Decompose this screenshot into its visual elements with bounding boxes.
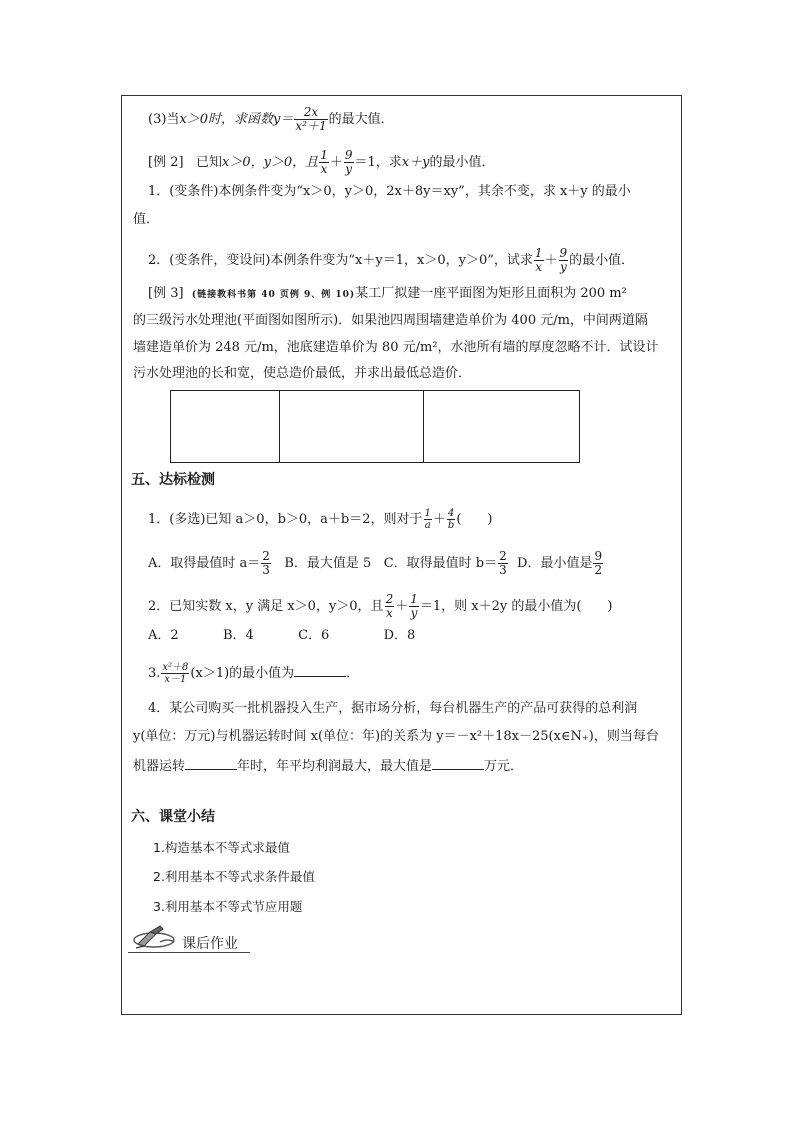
summary-item-3: 3.利用基本不等式节应用题 bbox=[153, 899, 303, 914]
problem1-plus: ＋ bbox=[432, 512, 446, 527]
problem2-line bbox=[148, 593, 613, 620]
variant2-text-a: 2．(变条件，变设问)本例条件变为“x＋y＝1，x＞0，y＞0”，试求 bbox=[148, 253, 533, 268]
problem4-line2: y(单位：万元)与机器运转时间 x(单位：年)的关系为 y＝－x²＋18x－25(x∈N₊)，则当每台 bbox=[133, 729, 659, 744]
homework-heading bbox=[128, 922, 250, 953]
problem2-option-b: B．4 bbox=[222, 628, 254, 643]
problem2-text: 2．已知实数 x，y 满足 x＞0，y＞0，且 bbox=[148, 599, 384, 614]
example3-line2: 的三级污水处理池(平面图如图所示)．如果池四周围墙建造单价为 400 元/m，中间两道隔 bbox=[133, 313, 648, 328]
problem1-option-d-fraction: $\frac{9}{2}$ bbox=[594, 549, 603, 577]
example2-line bbox=[148, 149, 494, 176]
problem2-fraction-1: $\frac{2}{x}$ bbox=[385, 592, 394, 620]
pool-divider-wall-2 bbox=[423, 391, 424, 462]
problem1-option-c-fraction: $\frac{2}{3}$ bbox=[499, 549, 507, 577]
variant1-line1: 1．(变条件)本例条件变为“x＞0，y＞0，2x＋8y＝xy”，其余不变，求 x＋y 的最小 bbox=[148, 184, 631, 199]
problem2-option-a: A．2 bbox=[148, 628, 179, 643]
summary-item-2: 2.利用基本不等式求条件最值 bbox=[153, 869, 315, 884]
summary-item-1: 1.构造基本不等式求最值 bbox=[153, 840, 290, 855]
problem1-fraction-1: $\frac{1}{a}$ bbox=[424, 508, 431, 531]
variant2-line bbox=[148, 247, 634, 274]
q3-post: 的最大值． bbox=[328, 112, 394, 127]
section5-title: 五、达标检测 bbox=[131, 472, 215, 488]
problem1-option-d: D．最小值是 bbox=[517, 556, 593, 571]
problem2-options bbox=[148, 628, 415, 644]
problem1-option-a: A．取得最值时 a＝ bbox=[148, 556, 261, 571]
example3-line1 bbox=[148, 286, 627, 303]
example2-fraction-1: $\frac{1}{x}$ bbox=[320, 148, 328, 176]
problem1-text: 1．(多选)已知 a＞0，b＞0，a＋b＝2，则对于 bbox=[148, 512, 423, 527]
example2-text-e: 的最小值． bbox=[429, 155, 495, 170]
problem1-option-c: C．取得最值时 b＝ bbox=[383, 556, 498, 571]
pool-diagram bbox=[170, 390, 580, 463]
example2-label: [例 2] bbox=[148, 155, 184, 170]
example2-plus: ＋ bbox=[329, 155, 343, 170]
problem3-line bbox=[148, 662, 359, 685]
example2-text-a: 已知 bbox=[195, 155, 222, 170]
problem1-fraction-2: $\frac{4}{b}$ bbox=[447, 508, 455, 531]
example2-text-b: x＞0，y＞0，且 bbox=[221, 155, 319, 170]
problem4-text-a: 机器运转 bbox=[133, 759, 186, 774]
problem1-option-b: B．最大值是 5 bbox=[284, 556, 372, 571]
q3-fraction: $\frac{2x}{\text{x²＋1}}$ bbox=[295, 105, 327, 133]
problem1-paren: ( ) bbox=[456, 512, 493, 527]
q3-cond: x＞0时，求函数 bbox=[179, 112, 274, 127]
problem2-option-c: C．6 bbox=[298, 628, 330, 643]
example3-text-1: 某工厂拟建一座平面图为矩形且面积为 200 m² bbox=[355, 286, 627, 301]
problem4-blank-1 bbox=[185, 757, 237, 770]
problem3-end: ． bbox=[346, 666, 360, 681]
section6-title: 六、课堂小结 bbox=[131, 809, 215, 825]
problem3-tail: (x＞1)的最小值为 bbox=[190, 666, 295, 681]
problem2-fraction-2: $\frac{1}{y}$ bbox=[410, 592, 418, 620]
q3-pre: (3)当 bbox=[148, 112, 180, 127]
example2-text-c: ＝1，求 bbox=[354, 155, 402, 170]
problem3-blank bbox=[294, 664, 346, 677]
example3-textbook-tag: (链接教科书第 40 页例 9、例 10) bbox=[191, 290, 356, 300]
problem2-option-d: D．8 bbox=[383, 628, 416, 643]
problem2-plus: ＋ bbox=[395, 599, 409, 614]
example3-label: [例 3] bbox=[148, 286, 184, 301]
problem2-tail: ＝1，则 x＋2y 的最小值为( ) bbox=[419, 599, 613, 614]
example2-text-d: x＋y bbox=[401, 155, 430, 170]
problem4-text-b: 年时，年平均利润最大，最大值是 bbox=[237, 759, 433, 774]
pool-divider-wall-1 bbox=[279, 391, 280, 462]
problem3-pre: 3. bbox=[148, 666, 161, 681]
q3-line bbox=[148, 106, 394, 133]
variant2-fraction-2: $\frac{9}{y}$ bbox=[559, 246, 568, 274]
problem3-fraction: $\frac{\text{x²＋8}}{x-1}$ bbox=[162, 662, 189, 685]
problem1-options bbox=[148, 550, 604, 577]
variant2-fraction-1: $\frac{1}{x}$ bbox=[534, 246, 543, 274]
problem4-text-c: 万元． bbox=[484, 759, 524, 774]
problem1-option-a-fraction: $\frac{2}{3}$ bbox=[262, 549, 270, 577]
homework-pen-icon bbox=[130, 924, 180, 952]
problem1-line bbox=[148, 508, 492, 531]
problem4-blank-2 bbox=[432, 757, 484, 770]
example3-line3: 墙建造单价为 248 元/m，池底建造单价为 80 元/m²，水池所有墙的厚度忽略不计．试设计 bbox=[133, 340, 659, 355]
variant2-text-b: 的最小值． bbox=[569, 253, 635, 268]
problem4-line3 bbox=[133, 757, 523, 775]
problem4-line1: 4．某公司购买一批机器投入生产，据市场分析，每台机器生产的产品可获得的总利润 bbox=[148, 701, 638, 716]
variant1-line2: 值． bbox=[133, 212, 160, 227]
variant2-plus: ＋ bbox=[544, 253, 558, 268]
homework-label: 课后作业 bbox=[182, 936, 238, 952]
example3-line4: 污水处理池的长和宽，使总造价最低，并求出最低总造价． bbox=[133, 366, 472, 381]
example2-fraction-2: $\frac{9}{y}$ bbox=[344, 148, 353, 176]
q3-y: y＝ bbox=[273, 112, 294, 127]
